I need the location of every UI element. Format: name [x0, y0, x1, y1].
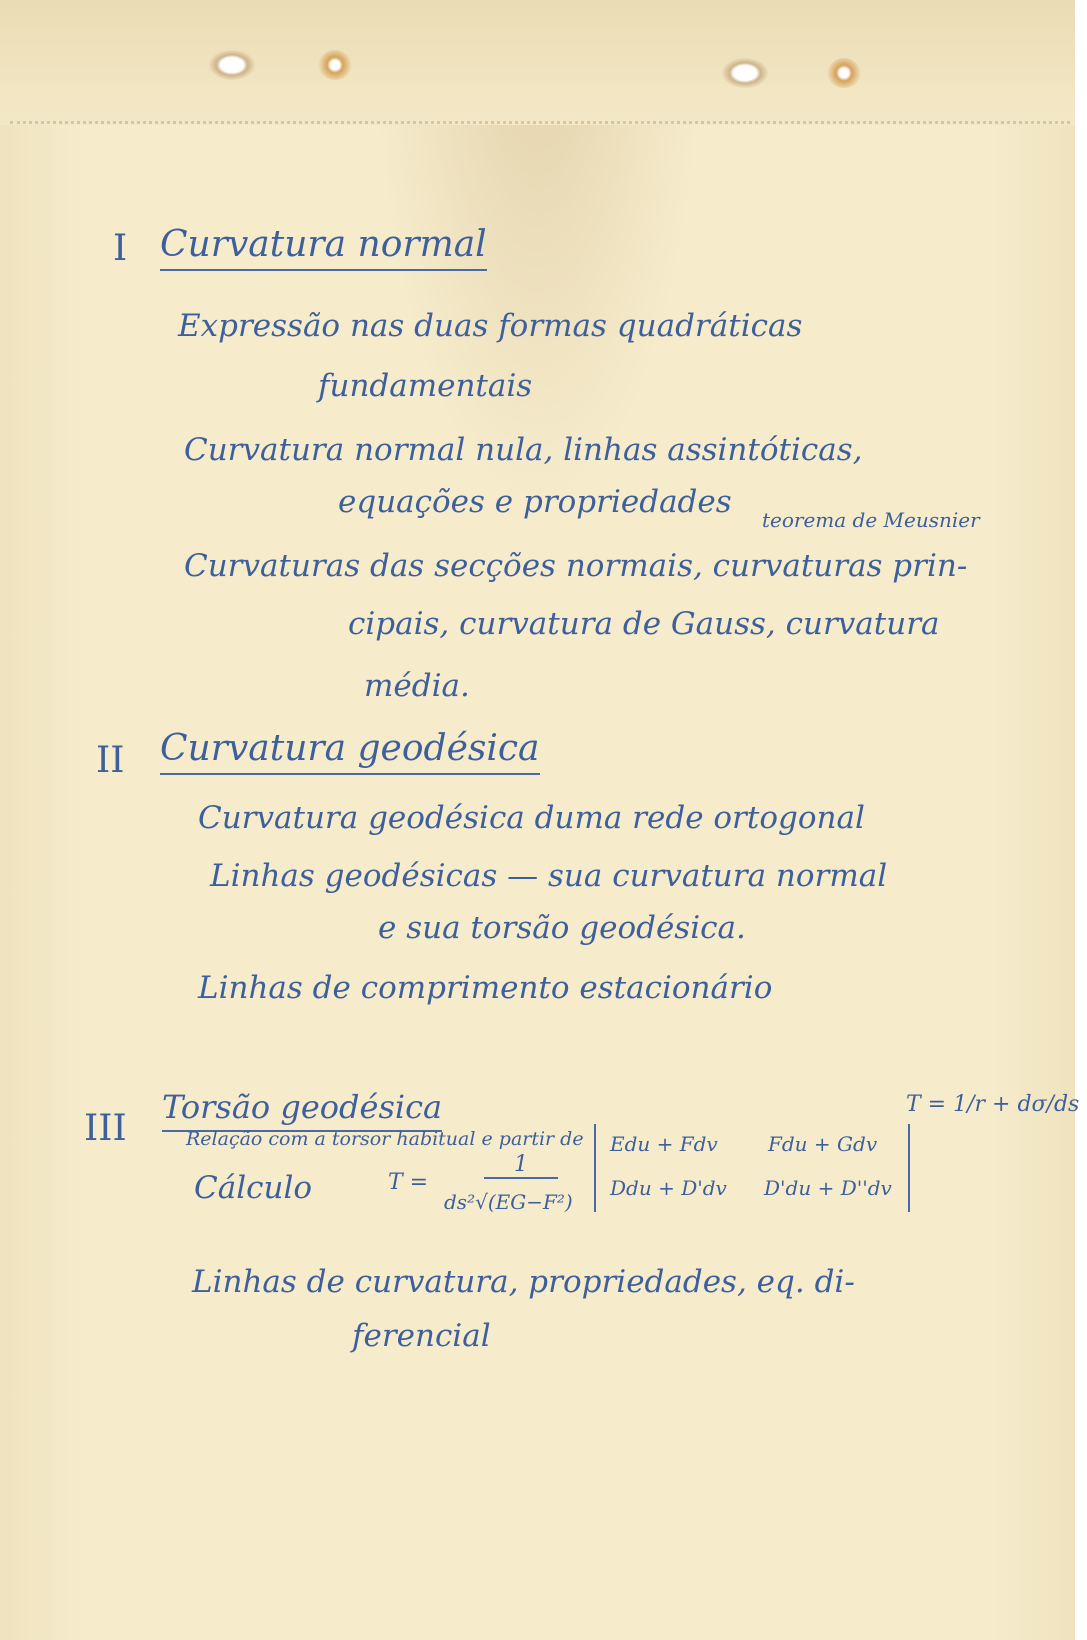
section-1-title: Curvatura normal [160, 224, 487, 271]
section-3-calc-denominator: ds²√(EG−F²) [444, 1190, 573, 1214]
section-3-calc-numerator: 1 [484, 1152, 558, 1179]
section-1-line-4: equações e propriedades [338, 484, 732, 520]
section-1-line-6: cipais, curvatura de Gauss, curvatura [348, 606, 940, 642]
section-1-line-7: média. [364, 668, 470, 704]
section-1-line-1: Expressão nas duas formas quadráticas [178, 308, 803, 344]
binding-hole-left [318, 50, 352, 80]
perforation-line [10, 121, 1070, 124]
section-1-line-3: Curvatura normal nula, linhas assintóticas, [184, 432, 863, 468]
binding-hole-left-torn [209, 50, 255, 80]
det-cell-2-2: D'du + D''dv [764, 1176, 892, 1200]
det-cell-1-1: Edu + Fdv [610, 1132, 718, 1156]
section-3-determinant [594, 1124, 910, 1212]
section-3-line-1: Linhas de curvatura, propriedades, eq. di- [192, 1264, 855, 1300]
section-1-line-2: fundamentais [318, 368, 533, 404]
binding-hole-right-torn [722, 58, 768, 88]
binding-hole-right [827, 58, 861, 88]
section-2-line-1: Curvatura geodésica duma rede ortogonal [198, 800, 865, 836]
section-3-title: Torsão geodésica [162, 1088, 442, 1132]
section-3-calc-label: Cálculo [194, 1170, 313, 1206]
det-cell-1-2: Fdu + Gdv [768, 1132, 878, 1156]
section-2-line-4: Linhas de comprimento estacionário [198, 970, 773, 1006]
section-2-line-2: Linhas geodésicas — sua curvatura normal [210, 858, 888, 894]
section-3-numeral: III [84, 1108, 127, 1149]
section-3-relation-line: Relação com a torsor habitual e partir de [186, 1128, 584, 1150]
section-1-line-5: Curvaturas das secções normais, curvaturas prin- [184, 548, 968, 584]
section-2-line-3: e sua torsão geodésica. [378, 910, 746, 946]
det-cell-2-1: Ddu + D'dv [610, 1176, 727, 1200]
section-1-insertion: teorema de Meusnier [762, 508, 980, 532]
section-2-title: Curvatura geodésica [160, 728, 540, 775]
section-2-numeral: II [96, 740, 125, 781]
section-3-relation-formula: T = 1/r + dσ/ds [906, 1092, 1080, 1117]
binding-strip [0, 0, 1075, 125]
section-3-line-2: ferencial [352, 1318, 491, 1354]
section-1-numeral: I [113, 228, 128, 269]
section-3-calc-lhs: T = [388, 1170, 429, 1195]
